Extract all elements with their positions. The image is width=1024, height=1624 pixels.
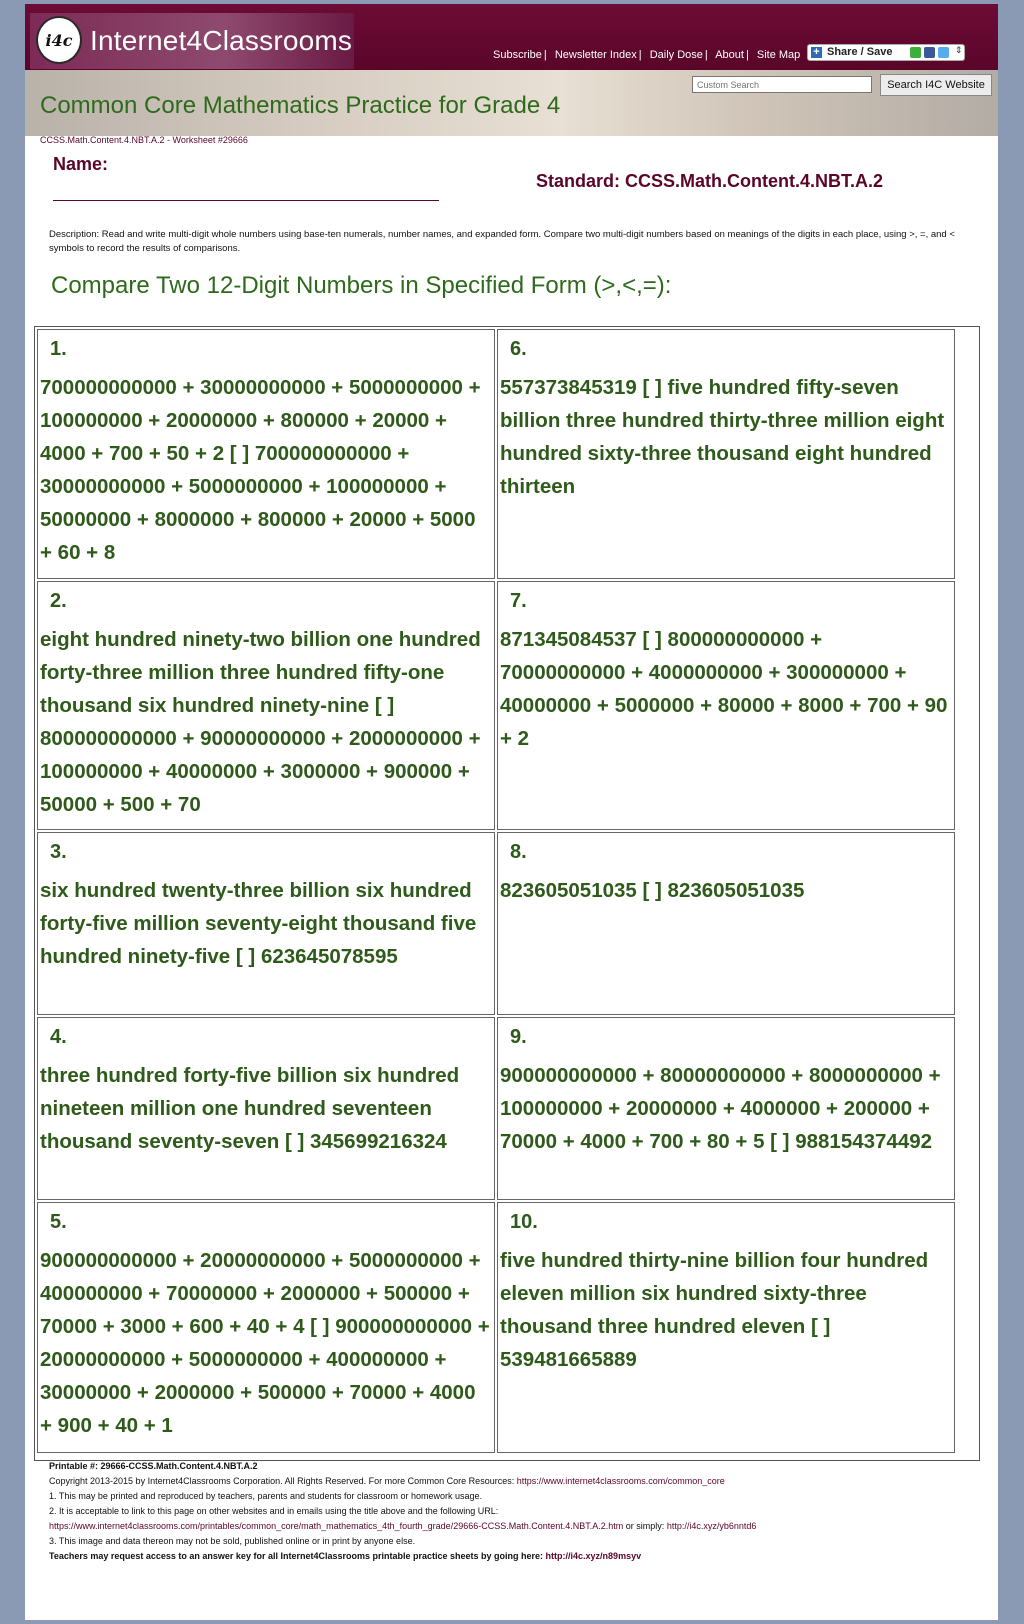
- footer: [49, 1459, 989, 1564]
- banner: [25, 70, 998, 136]
- problem-number: 6.: [510, 338, 527, 360]
- problem-number: 9.: [510, 1026, 527, 1048]
- i4c-logo-icon: [36, 16, 82, 64]
- nav-site-map-link[interactable]: Site Map: [756, 49, 801, 61]
- nav-subscribe-link[interactable]: Subscribe: [493, 49, 542, 61]
- nav-about-link[interactable]: About: [715, 49, 744, 61]
- nav-separator: |: [638, 49, 642, 61]
- logo-text: Internet4Classrooms: [90, 25, 353, 56]
- nav-newsletter-link[interactable]: Newsletter Index: [554, 49, 637, 61]
- nav-separator: |: [704, 49, 708, 61]
- nav-daily-dose-link[interactable]: Daily Dose: [649, 49, 703, 61]
- worksheet-reference: CCSS.Math.Content.4.NBT.A.2 - Worksheet #29666: [40, 135, 248, 145]
- twitter-icon[interactable]: [938, 47, 949, 58]
- answer-key-text: Teachers may request access to an answer key for all Internet4Classrooms printable practice sheets by going here:: [49, 1551, 544, 1561]
- share-expand-icon[interactable]: ⇕: [955, 45, 963, 55]
- url-or-text: or simply:: [625, 1521, 665, 1531]
- problem-cell-10: [497, 1202, 955, 1453]
- problem-number: 7.: [510, 590, 527, 612]
- footer-note-1: 1. This may be printed and reproduced by teachers, parents and students for classroom or homework usage.: [49, 1491, 483, 1501]
- problem-cell-9: [497, 1017, 955, 1200]
- short-url-link[interactable]: http://i4c.xyz/yb6nntd6: [666, 1521, 757, 1531]
- problem-number: 4.: [50, 1026, 67, 1048]
- problem-text: 823605051035 [ ] 823605051035: [500, 879, 805, 902]
- problem-text: 557373845319 [ ] five hundred fifty-seven billion three hundred thirty-three million eight hundred sixty-three thousand eight hundred thirteen: [500, 376, 945, 498]
- email-share-icon[interactable]: [910, 47, 921, 58]
- answer-key-link[interactable]: http://i4c.xyz/n89msyv: [545, 1551, 642, 1561]
- nav-separator: |: [543, 49, 547, 61]
- problem-cell-6: [497, 329, 955, 579]
- problem-cell-1: [37, 329, 495, 579]
- problems-grid: [34, 326, 980, 1461]
- problem-text: 900000000000 + 80000000000 + 8000000000 + 100000000 + 20000000 + 4000000 + 200000 + 70000 + 4000 + 700 + 80 + 5 [ ] 988154374492: [500, 1064, 941, 1153]
- problem-text: six hundred twenty-three billion six hundred forty-five million seventy-eight thousand five hundred ninety-five [ ] 623645078595: [40, 879, 477, 968]
- description: Description: Read and write multi-digit whole numbers using base-ten numerals, number names, and expanded form. Compare two multi-digit numbers based on meanings of the digits in each place, using >, =, and < symbols to record the results of comparisons.: [49, 229, 955, 254]
- problem-number: 2.: [50, 590, 67, 612]
- printable-number: Printable #: 29666-CCSS.Math.Content.4.NBT.A.2: [49, 1461, 258, 1471]
- answer-key-line: [49, 1549, 989, 1564]
- search-button[interactable]: Search I4C Website: [880, 74, 992, 96]
- footer-note-2: 2. It is acceptable to link to this page on other websites and in emails using the title above and the following URL:: [49, 1506, 499, 1516]
- share-plus-icon: +: [811, 47, 822, 58]
- problem-number: 5.: [50, 1211, 67, 1233]
- logo-badge-text: i4c: [45, 31, 73, 50]
- worksheet-page: [25, 4, 998, 1620]
- share-label: Share / Save: [827, 46, 893, 58]
- problem-cell-4: [37, 1017, 495, 1200]
- copyright-line: [49, 1474, 989, 1489]
- problem-text: 871345084537 [ ] 800000000000 + 70000000000 + 4000000000 + 300000000 + 40000000 + 5000000 + 80000 + 8000 + 700 + 90 + 2: [500, 628, 948, 750]
- problem-text: five hundred thirty-nine billion four hundred eleven million six hundred sixty-three thousand three hundred eleven [ ] 539481665889: [500, 1249, 929, 1371]
- share-save-button[interactable]: [807, 44, 965, 61]
- problem-number: 8.: [510, 841, 527, 863]
- nav-separator: |: [745, 49, 749, 61]
- top-nav: [493, 49, 800, 61]
- problem-text: three hundred forty-five billion six hundred nineteen million one hundred seventeen thousand seventy-seven [ ] 345699216324: [40, 1064, 460, 1153]
- footer-url-line: [49, 1519, 989, 1534]
- problem-text: 700000000000 + 30000000000 + 5000000000 + 100000000 + 20000000 + 800000 + 20000 + 4000 + 700 + 50 + 2 [ ] 700000000000 + 30000000000 + 5000000000 + 100000000 + 50000000 + 8000000 + 800000 + 20000 + 5000 + 60 + 8: [40, 376, 481, 564]
- problem-text: eight hundred ninety-two billion one hundred forty-three million three hundred fifty-one thousand six hundred ninety-nine [ ] 800000000000 + 90000000000 + 2000000000 + 100000000 + 40000000 + 3000000 + 900000 + 50000 + 500 + 70: [40, 628, 481, 816]
- problem-number: 3.: [50, 841, 67, 863]
- page-title: Common Core Mathematics Practice for Grade 4: [40, 92, 561, 119]
- problem-number: 1.: [50, 338, 67, 360]
- copyright-text: Copyright 2013-2015 by Internet4Classrooms Corporation. All Rights Reserved. For more Common Core Resources:: [49, 1476, 515, 1486]
- footer-note-3: 3. This image and data thereon may not be sold, published online or in print by anyone else.: [49, 1536, 416, 1546]
- site-logo[interactable]: [30, 13, 354, 69]
- standard-label: Standard: CCSS.Math.Content.4.NBT.A.2: [536, 171, 884, 191]
- section-title: Compare Two 12-Digit Numbers in Specified Form (>,<,=):: [51, 272, 672, 299]
- name-line: [53, 200, 439, 201]
- name-label: Name:: [53, 154, 109, 174]
- problem-cell-5: [37, 1202, 495, 1453]
- problem-cell-3: [37, 832, 495, 1015]
- problem-text: 900000000000 + 20000000000 + 5000000000 + 400000000 + 70000000 + 2000000 + 500000 + 70000 + 3000 + 600 + 40 + 4 [ ] 900000000000 + 20000000000 + 5000000000 + 400000000 + 30000000 + 2000000 + 500000 + 70000 + 4000 + 900 + 40 + 1: [40, 1249, 490, 1437]
- facebook-icon[interactable]: [924, 47, 935, 58]
- problem-cell-2: [37, 581, 495, 830]
- problem-cell-8: [497, 832, 955, 1015]
- search-input[interactable]: [692, 76, 872, 93]
- common-core-link[interactable]: https://www.internet4classrooms.com/common_core: [516, 1476, 725, 1486]
- worksheet-url-link[interactable]: https://www.internet4classrooms.com/printables/common_core/math_mathematics_4th_fourth_grade/29666-CCSS.Math.Content.4.NBT.A.2.htm: [49, 1521, 624, 1531]
- site-header: [25, 4, 998, 70]
- problem-cell-7: [497, 581, 955, 830]
- problem-number: 10.: [510, 1211, 538, 1233]
